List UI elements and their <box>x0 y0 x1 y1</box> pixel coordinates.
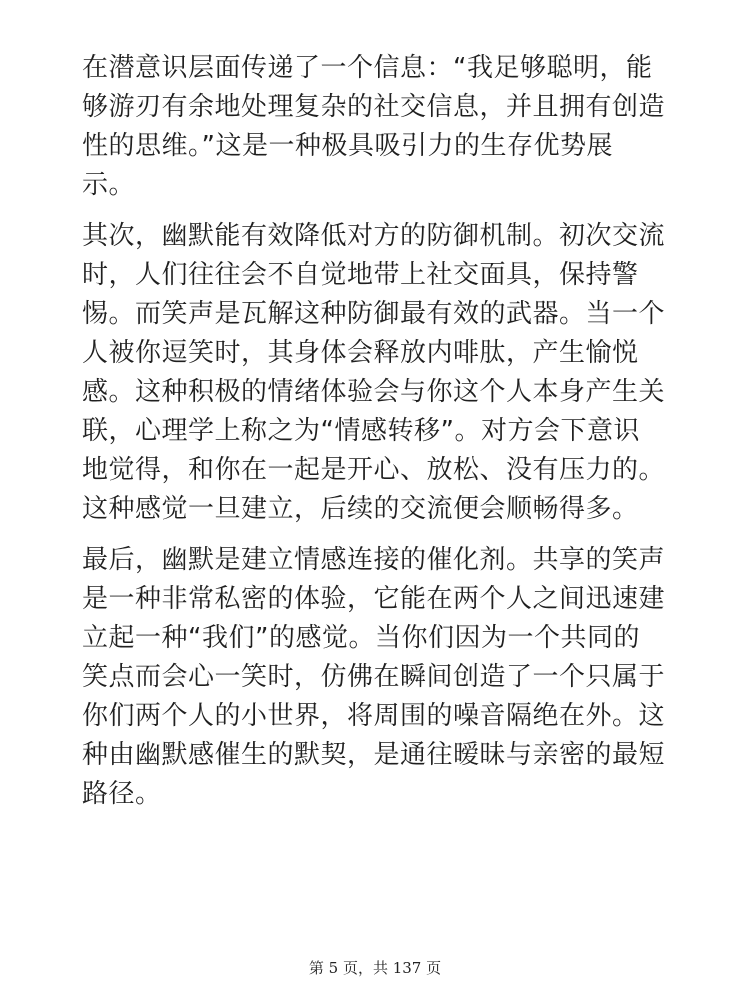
page-number-footer: 第 5 页，共 137 页 <box>308 959 442 977</box>
text-line: 地觉得，和你在一起是开心、放松、没有压力的。 <box>82 455 666 485</box>
text-line: 人被你逗笑时，其身体会释放内啡肽，产生愉悦 <box>82 338 639 368</box>
text-line: 这种感觉一旦建立，后续的交流便会顺畅得多。 <box>82 494 639 524</box>
text-line: 种由幽默感催生的默契，是通往暧昧与亲密的最短 <box>82 740 666 770</box>
paragraph-3 <box>82 541 670 814</box>
text-line: 立起一种“我们”的感觉。当你们因为一个共同的 <box>82 623 640 653</box>
paragraph-1 <box>82 49 670 205</box>
text-line: 路径。 <box>82 779 162 809</box>
text-line: 时，人们往往会不自觉地带上社交面具，保持警 <box>82 260 639 290</box>
text-line: 性的思维。”这是一种极具吸引力的生存优势展 <box>82 131 613 161</box>
text-line: 在潜意识层面传递了一个信息：“我足够聪明，能 <box>82 53 653 83</box>
text-line: 惕。而笑声是瓦解这种防御最有效的武器。当一个 <box>82 299 666 329</box>
text-line: 你们两个人的小世界，将周围的噪音隔绝在外。这 <box>82 701 666 731</box>
paragraph-2 <box>82 217 670 529</box>
text-line: 其次，幽默能有效降低对方的防御机制。初次交流 <box>82 221 666 251</box>
text-line: 示。 <box>82 170 136 200</box>
text-line: 感。这种积极的情绪体验会与你这个人本身产生关 <box>82 377 666 407</box>
text-line: 是一种非常私密的体验，它能在两个人之间迅速建 <box>82 584 666 614</box>
body-text <box>82 49 670 814</box>
text-line: 最后，幽默是建立情感连接的催化剂。共享的笑声 <box>82 545 666 575</box>
text-line: 联，心理学上称之为“情感转移”。对方会下意识 <box>82 416 640 446</box>
text-line: 够游刃有余地处理复杂的社交信息，并且拥有创造 <box>82 92 666 122</box>
text-line: 笑点而会心一笑时，仿佛在瞬间创造了一个只属于 <box>82 662 666 692</box>
